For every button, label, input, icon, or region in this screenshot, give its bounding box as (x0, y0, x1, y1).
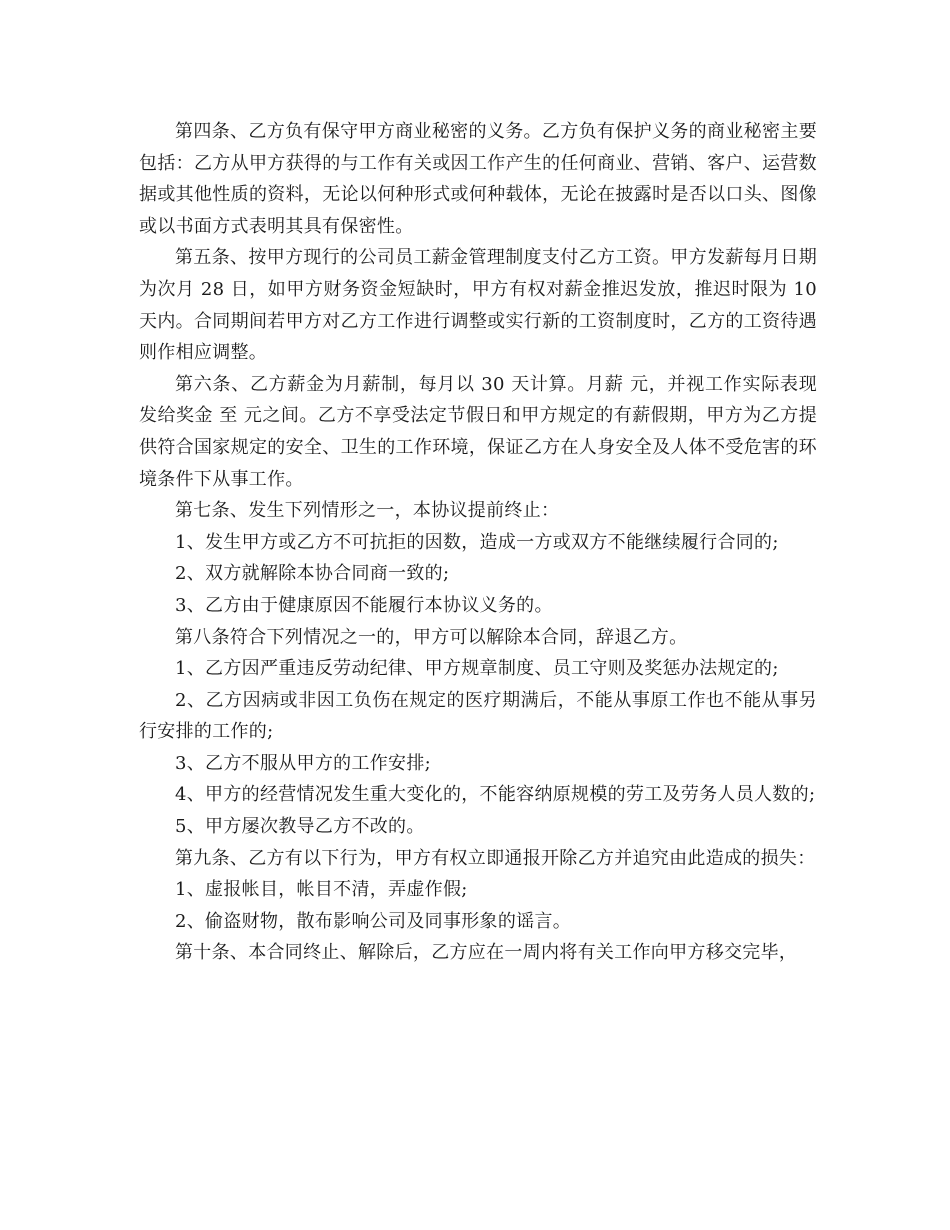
clause-7: 第七条、发生下列情形之一，本协议提前终止： (175, 500, 560, 522)
clause-8-item-4: 4、甲方的经营情况发生重大变化的，不能容纳原规模的劳工及劳务人员人数的; (175, 784, 816, 806)
clause-8: 第八条符合下列情况之一的，甲方可以解除本合同，辞退乙方。 (175, 626, 688, 648)
clause-9-item-2: 2、偷盗财物，散布影响公司及同事形象的谣言。 (175, 910, 572, 932)
clause-5: 第五条、按甲方现行的公司员工薪金管理制度支付乙方工资。甲方发薪每月日期为次月 28 日，如甲方财务资金短缺时，甲方有权对薪金推迟发放，推迟时限为 10 天内。合同期间若甲方对乙方工作进行调整或实行新的工资制度时，乙方的工资待遇则作相应调整。 (139, 247, 817, 364)
clause-9: 第九条、乙方有以下行为，甲方有权立即通报开除乙方并追究由此造成的损失： (175, 847, 816, 869)
clause-7-item-3: 3、乙方由于健康原因不能履行本协议义务的。 (175, 594, 553, 616)
clause-8-item-2: 2、乙方因病或非因工负伤在规定的医疗期满后，不能从事原工作也不能从事另行安排的工作的; (139, 689, 817, 743)
clause-10: 第十条、本合同终止、解除后，乙方应在一周内将有关工作向甲方移交完毕， (175, 942, 798, 964)
clause-9-item-1: 1、虚报帐目，帐目不清，弄虚作假; (175, 879, 468, 901)
clause-8-item-1: 1、乙方因严重违反劳动纪律、甲方规章制度、员工守则及奖惩办法规定的; (175, 658, 779, 680)
clause-7-item-1: 1、发生甲方或乙方不可抗拒的因数，造成一方或双方不能继续履行合同的; (175, 531, 779, 553)
clause-8-item-5: 5、甲方屡次教导乙方不改的。 (175, 816, 425, 838)
clause-4: 第四条、乙方负有保守甲方商业秘密的义务。乙方负有保护义务的商业秘密主要包括：乙方从甲方获得的与工作有关或因工作产生的任何商业、营销、客户、运营数据或其他性质的资料，无论以何种形式或何种载体，无论在披露时是否以口头、图像或以书面方式表明其具有保密性。 (139, 121, 817, 237)
clause-8-item-3: 3、乙方不服从甲方的工作安排; (175, 752, 432, 774)
clause-7-item-2: 2、双方就解除本协合同商一致的; (175, 563, 450, 585)
clause-6: 第六条、乙方薪金为月薪制，每月以 30 天计算。月薪 元，并视工作实际表现发给奖金 至 元之间。乙方不享受法定节假日和甲方规定的有薪假期，甲方为乙方提供符合国家规定的安全、卫生的工作环境，保证乙方在人身安全及人体不受危害的环境条件下从事工作。 (139, 373, 817, 490)
contract-body (139, 116, 817, 969)
